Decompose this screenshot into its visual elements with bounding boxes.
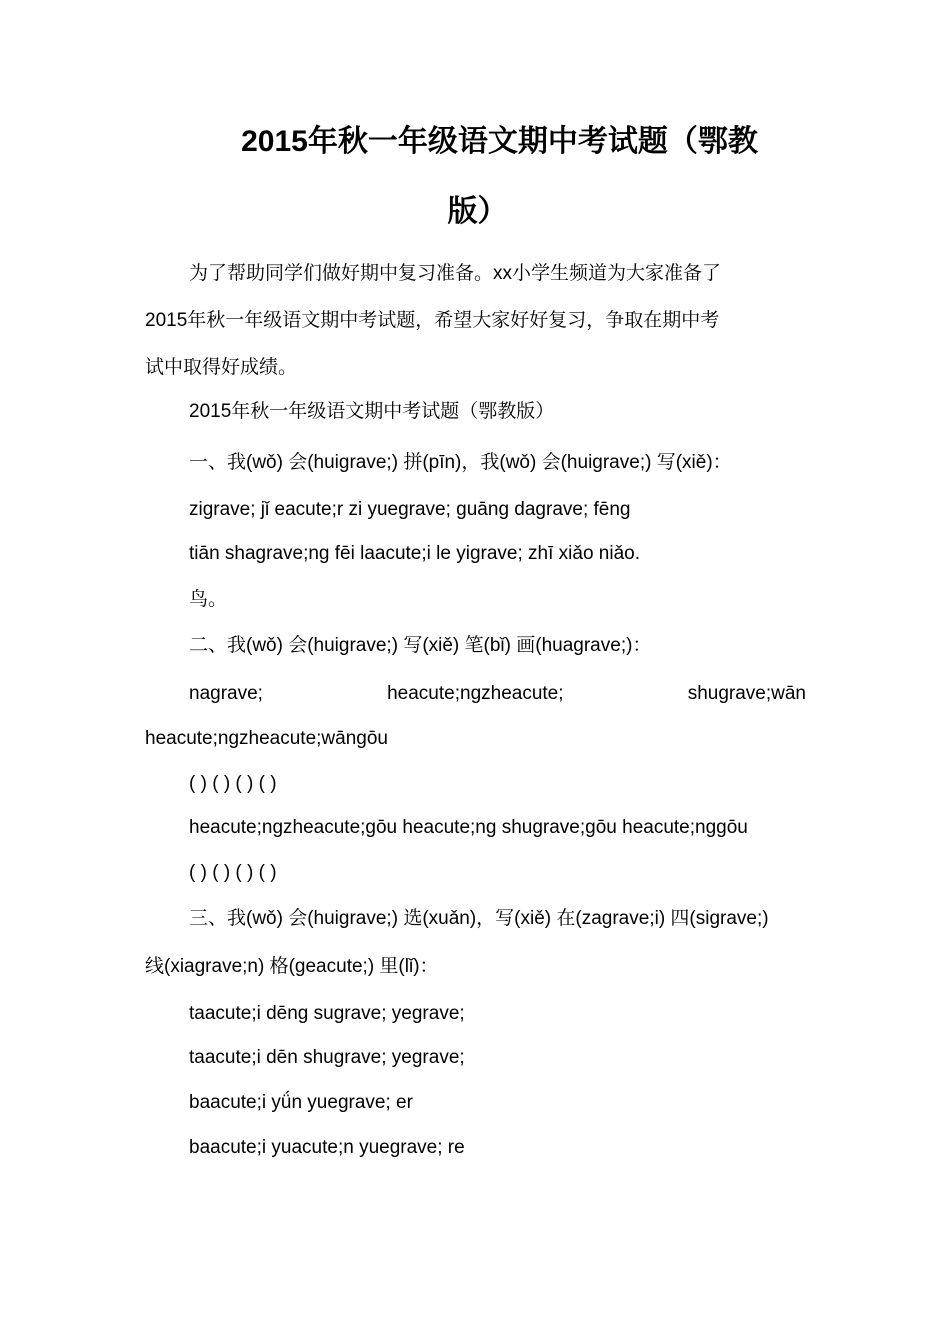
subtitle: 2015年秋一年级语文期中考试题（鄂教版） — [189, 401, 555, 422]
section-3-heading-line-1: 三、我(wǒ) 会(huigrave;) 选(xuǎn)，写(xiě) 在(zagrave;i) 四(sigrave;) — [189, 908, 769, 929]
intro-line-1: 为了帮助同学们做好期中复习准备。xx小学生频道为大家准备了 — [189, 263, 722, 284]
section-2-stroke-row-2: heacute;ngzheacute;gōu heacute;ng shugrave;gōu heacute;nggōu — [189, 817, 748, 838]
section-3-item: baacute;i yǘn yuegrave; er — [189, 1092, 413, 1113]
section-3-item: taacute;i dēng sugrave; yegrave; — [189, 1003, 465, 1024]
page-title-line-2: 版） — [447, 195, 508, 228]
section-1-pinyin-line-1: zigrave; jǐ eacute;r zi yuegrave; guāng dagrave; fēng — [189, 499, 631, 520]
page-title-line-1: 2015年秋一年级语文期中考试题（鄂教 — [241, 125, 758, 158]
section-3-item: baacute;i yuacute;n yuegrave; re — [189, 1137, 465, 1158]
section-2-stroke-row-1-continued: heacute;ngzheacute;wāngōu — [145, 728, 388, 749]
section-3-item: taacute;i dēn shugrave; yegrave; — [189, 1047, 465, 1068]
stroke-name: shugrave;wān — [687, 683, 806, 704]
stroke-name: heacute;ngzheacute; — [387, 683, 564, 704]
intro-line-3: 试中取得好成绩。 — [145, 357, 298, 378]
section-2-stroke-row-1 — [189, 680, 806, 708]
section-2-blanks-2: ( ) ( ) ( ) ( ) — [189, 862, 277, 883]
section-1-answer-line: 鸟。 — [189, 589, 228, 610]
section-3-heading-line-2: 线(xiagrave;n) 格(geacute;) 里(lǐ)： — [145, 956, 439, 977]
section-2-blanks-1: ( ) ( ) ( ) ( ) — [189, 773, 277, 794]
stroke-name: nagrave; — [189, 683, 263, 704]
intro-line-2: 2015年秋一年级语文期中考试题，希望大家好好复习，争取在期中考 — [145, 310, 720, 331]
section-1-heading: 一、我(wǒ) 会(huigrave;) 拼(pīn)，我(wǒ) 会(huigrave;) 写(xiě)： — [189, 452, 732, 473]
section-1-pinyin-line-2: tiān shagrave;ng fēi laacute;i le yigrave; zhī xiǎo niǎo. — [189, 543, 640, 564]
section-2-heading: 二、我(wǒ) 会(huigrave;) 写(xiě) 笔(bǐ) 画(huagrave;)： — [189, 635, 652, 656]
